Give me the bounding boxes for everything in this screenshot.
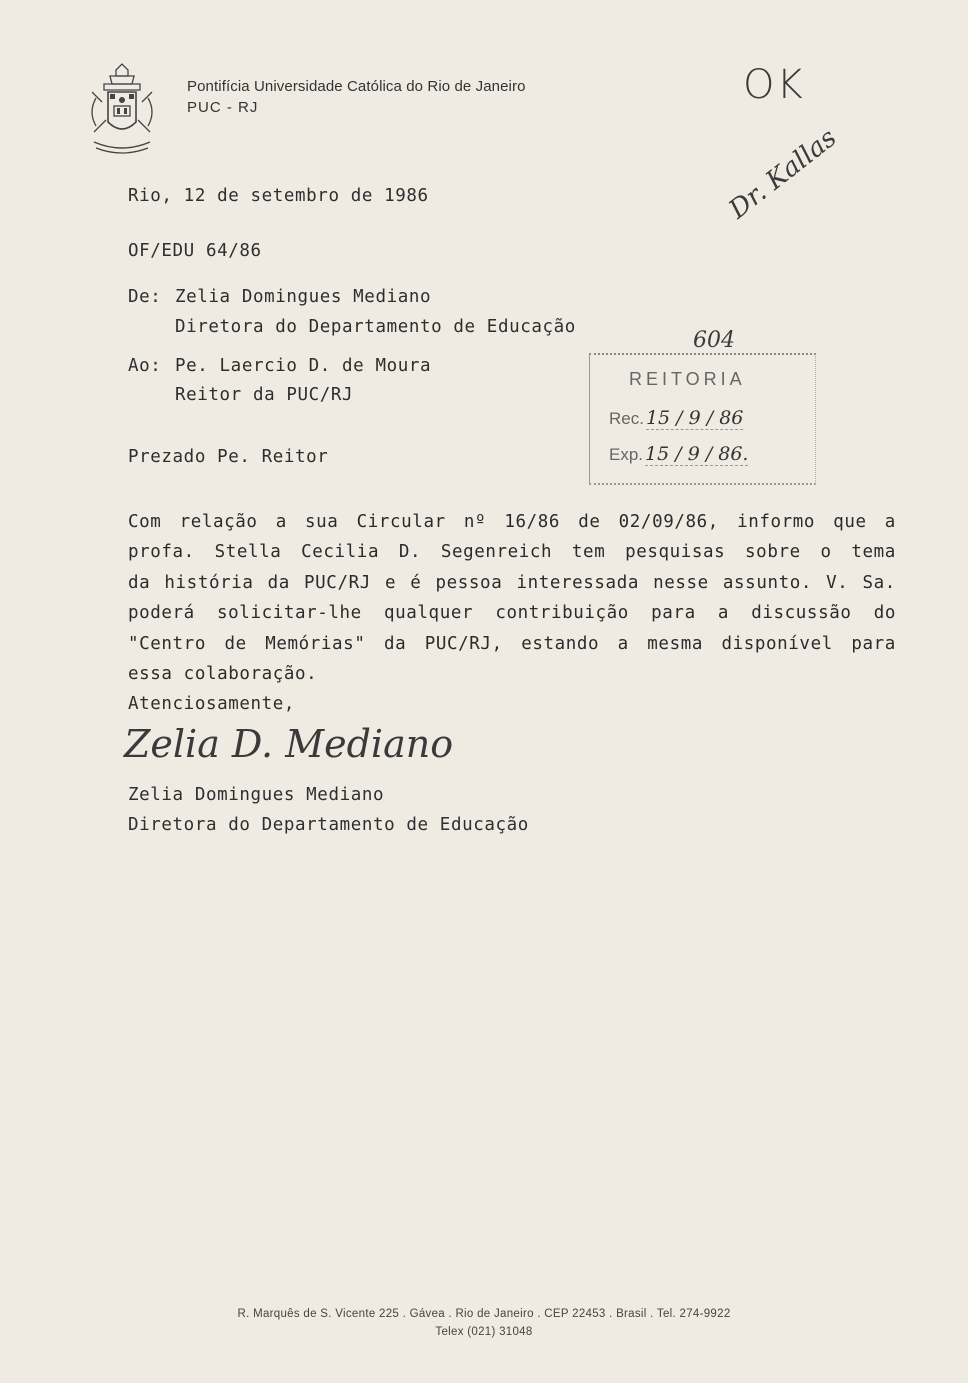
- body-word: da: [383, 633, 407, 654]
- body-word: tem: [571, 542, 606, 563]
- stamp-received-date: 15 / 9 / 86: [645, 407, 744, 429]
- body-word: sua: [305, 512, 339, 532]
- letterhead: [187, 78, 526, 116]
- body-word: Sa.: [862, 572, 896, 593]
- body-word: pesquisas: [625, 542, 726, 563]
- reitoria-stamp: [589, 353, 816, 483]
- body-line: [128, 603, 896, 633]
- body-line: [128, 664, 896, 694]
- body-word: estando: [521, 633, 600, 654]
- footer-telex: Telex (021) 31048: [435, 1326, 533, 1338]
- body-word: profa.: [128, 542, 195, 563]
- body-word: D.: [398, 542, 422, 563]
- body-word: 16/86: [504, 512, 561, 532]
- body-word: PUC/RJ,: [424, 633, 503, 654]
- stamp-dispatched-date: 15 / 9 / 86.: [645, 443, 749, 465]
- body-word: nesse: [653, 572, 709, 593]
- body-word: 02/09/86,: [618, 512, 719, 532]
- institution-name: Pontifícia Universidade Católica do Rio de Janeiro: [187, 78, 526, 95]
- body-word: história: [164, 572, 254, 593]
- body-word: qualquer: [384, 603, 474, 624]
- to-title: Reitor da PUC/RJ: [175, 385, 354, 405]
- signer-name: Zelia Domingues Mediano: [128, 785, 385, 805]
- body-word: a: [884, 512, 896, 532]
- signer-title: Diretora do Departamento de Educação: [128, 815, 529, 835]
- body-word: relação: [179, 512, 258, 532]
- body-word: informo: [737, 512, 816, 532]
- body-word: tema: [851, 542, 896, 563]
- body-word: pessoa: [435, 572, 503, 593]
- body-word: da: [267, 572, 290, 593]
- body-word: Circular: [356, 512, 446, 532]
- from-label: De:: [128, 287, 162, 307]
- body-line: [128, 573, 896, 603]
- body-word: poderá: [128, 603, 195, 624]
- body-word: Memórias": [265, 633, 366, 654]
- body-word: discussão: [751, 603, 852, 624]
- body-line: [128, 542, 896, 572]
- letter-date: Rio, 12 de setembro de 1986: [128, 186, 429, 206]
- from-name: Zelia Domingues Mediano: [175, 287, 432, 307]
- stamp-dispatched-row: [609, 443, 748, 465]
- letter-reference: OF/EDU 64/86: [128, 241, 262, 261]
- body-word: Segenreich: [440, 542, 553, 563]
- body-word: o: [820, 542, 832, 563]
- body-line: [128, 512, 896, 542]
- to-label: Ao:: [128, 356, 162, 376]
- body-word: Stella: [214, 542, 282, 563]
- salutation: Prezado Pe. Reitor: [128, 447, 329, 467]
- body-word: da: [128, 572, 151, 593]
- body-word: a: [717, 603, 730, 624]
- footer-address: R. Marquês de S. Vicente 225 . Gávea . Rio de Janeiro . CEP 22453 . Brasil . Tel. 274-9922: [237, 1308, 731, 1320]
- stamp-dispatched-label: Exp.: [609, 445, 644, 464]
- body-word: de: [224, 633, 247, 654]
- body-word: interessada: [516, 572, 639, 593]
- dr-kallas-note: Dr. Kallas: [723, 122, 843, 225]
- body-word: PUC/RJ: [304, 572, 371, 593]
- body-word: nº: [463, 512, 487, 532]
- body-word: e: [384, 572, 397, 593]
- to-name: Pe. Laercio D. de Moura: [175, 356, 432, 376]
- body-word: V.: [826, 572, 849, 593]
- stamp-received-row: [609, 407, 743, 429]
- handwritten-number: 604: [693, 328, 735, 353]
- body-word: para: [851, 633, 896, 654]
- body-word: para: [651, 603, 696, 624]
- handwritten-signature: Zelia D. Mediano: [124, 722, 454, 766]
- body-word: assunto.: [722, 572, 812, 593]
- body-word: de: [578, 512, 601, 532]
- body-word: a: [617, 633, 629, 654]
- stamp-received-label: Rec.: [609, 409, 644, 428]
- body-word: disponível: [721, 633, 833, 654]
- body-word: essa colaboração.: [128, 663, 318, 684]
- university-crest-icon: [86, 62, 158, 160]
- body-word: do: [873, 603, 896, 624]
- body-word: sobre: [745, 542, 801, 563]
- body-word: solicitar-lhe: [217, 603, 362, 624]
- body-word: é: [410, 572, 422, 593]
- body-word: que: [833, 512, 867, 532]
- ok-mark: OK: [743, 62, 805, 108]
- body-line: [128, 634, 896, 664]
- body-word: "Centro: [128, 633, 206, 654]
- body-word: Com: [128, 512, 162, 532]
- closing: Atenciosamente,: [128, 694, 296, 714]
- body-word: contribuição: [495, 603, 629, 624]
- from-title: Diretora do Departamento de Educação: [175, 317, 576, 337]
- institution-abbreviation: PUC - RJ: [187, 99, 259, 116]
- body-word: mesma: [647, 633, 703, 654]
- stamp-title: REITORIA: [629, 369, 746, 389]
- body-word: a: [275, 512, 287, 532]
- letter-body: [128, 512, 896, 694]
- body-word: Cecilia: [301, 542, 380, 563]
